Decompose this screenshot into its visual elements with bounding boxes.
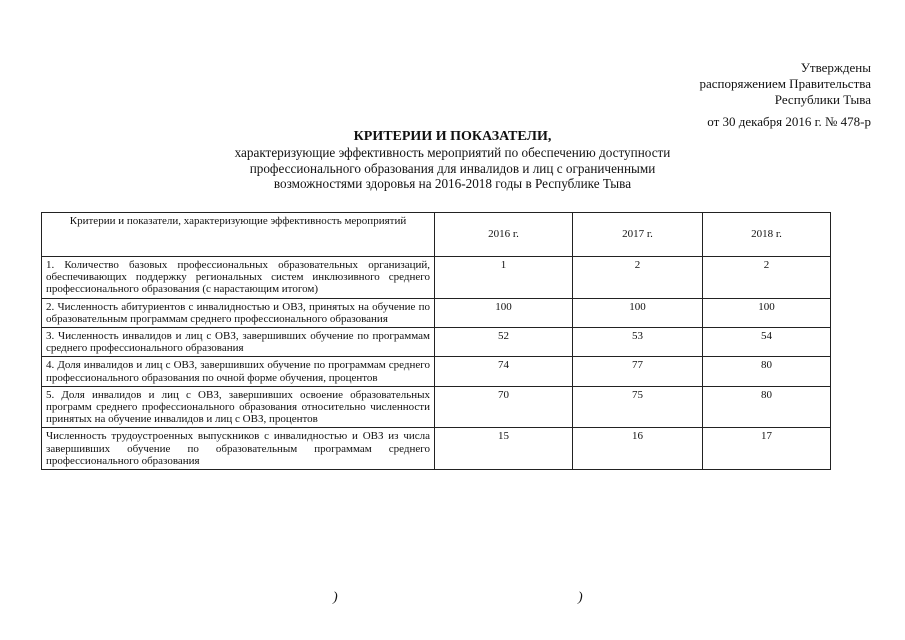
value-2016: 70 — [435, 386, 573, 428]
scan-mark-right: ) — [578, 590, 583, 605]
document-heading — [0, 128, 905, 192]
value-2016: 52 — [435, 328, 573, 357]
criterion-cell: Численность трудоустроенных выпускников с инвалидностью и ОВЗ из числа завершивших обучение по образовательным программам среднего профессионального образования — [42, 428, 435, 470]
value-2018: 80 — [703, 386, 831, 428]
criterion-cell: 5. Доля инвалидов и лиц с ОВЗ, завершивших освоение образовательных программ среднего профессионального образования относительно численности принятых на обучение инвалидов и лиц с ОВЗ, процентов — [42, 386, 435, 428]
value-2016: 15 — [435, 428, 573, 470]
header-criteria: Критерии и показатели, характеризующие эффективность мероприятий — [42, 213, 435, 257]
value-2017: 75 — [573, 386, 703, 428]
table-header-row — [42, 213, 831, 257]
approval-date: от 30 декабря 2016 г. № 478-р — [707, 114, 871, 129]
criterion-cell: 4. Доля инвалидов и лиц с ОВЗ, завершивших обучение по программам среднего профессионального образования по очной форме обучения, процентов — [42, 357, 435, 386]
approval-line-2: распоряжением Правительства — [699, 76, 871, 91]
criterion-cell: 3. Численность инвалидов и лиц с ОВЗ, завершивших обучение по программам среднего профессионального образования — [42, 328, 435, 357]
value-2017: 100 — [573, 298, 703, 327]
value-2016: 74 — [435, 357, 573, 386]
value-2018: 80 — [703, 357, 831, 386]
header-2016: 2016 г. — [435, 213, 573, 257]
subtitle-line-2: профессионального образования для инвалидов и лиц с ограниченными — [249, 160, 656, 176]
document-title: КРИТЕРИИ И ПОКАЗАТЕЛИ, — [353, 129, 552, 144]
scan-mark-left: ) — [333, 590, 338, 605]
table-row — [42, 357, 831, 386]
table-row — [42, 386, 831, 428]
criteria-table — [41, 212, 831, 470]
value-2017: 53 — [573, 328, 703, 357]
header-2018: 2018 г. — [703, 213, 831, 257]
value-2017: 2 — [573, 257, 703, 299]
subtitle-line-1: характеризующие эффективность мероприятий по обеспечению доступности — [234, 145, 671, 160]
subtitle-line-3: возможностями здоровья на 2016-2018 годы в Республике Тыва — [273, 176, 632, 191]
table-row — [42, 298, 831, 327]
criterion-cell: 1. Количество базовых профессиональных образовательных организаций, обеспечивающих поддержку региональных систем инклюзивного среднего профессионального образования (с нарастающим итогом) — [42, 257, 435, 299]
approval-line-3: Республики Тыва — [774, 92, 871, 107]
value-2016: 100 — [435, 298, 573, 327]
approval-line-1: Утверждены — [800, 60, 871, 75]
value-2017: 16 — [573, 428, 703, 470]
value-2017: 77 — [573, 357, 703, 386]
table-row — [42, 428, 831, 470]
value-2018: 54 — [703, 328, 831, 357]
approval-stamp — [699, 60, 871, 130]
value-2018: 2 — [703, 257, 831, 299]
value-2018: 17 — [703, 428, 831, 470]
table-row — [42, 257, 831, 299]
header-2017: 2017 г. — [573, 213, 703, 257]
value-2016: 1 — [435, 257, 573, 299]
value-2018: 100 — [703, 298, 831, 327]
criterion-cell: 2. Численность абитуриентов с инвалидностью и ОВЗ, принятых на обучение по образовательным программам среднего профессионального образования — [42, 298, 435, 327]
table-row — [42, 328, 831, 357]
